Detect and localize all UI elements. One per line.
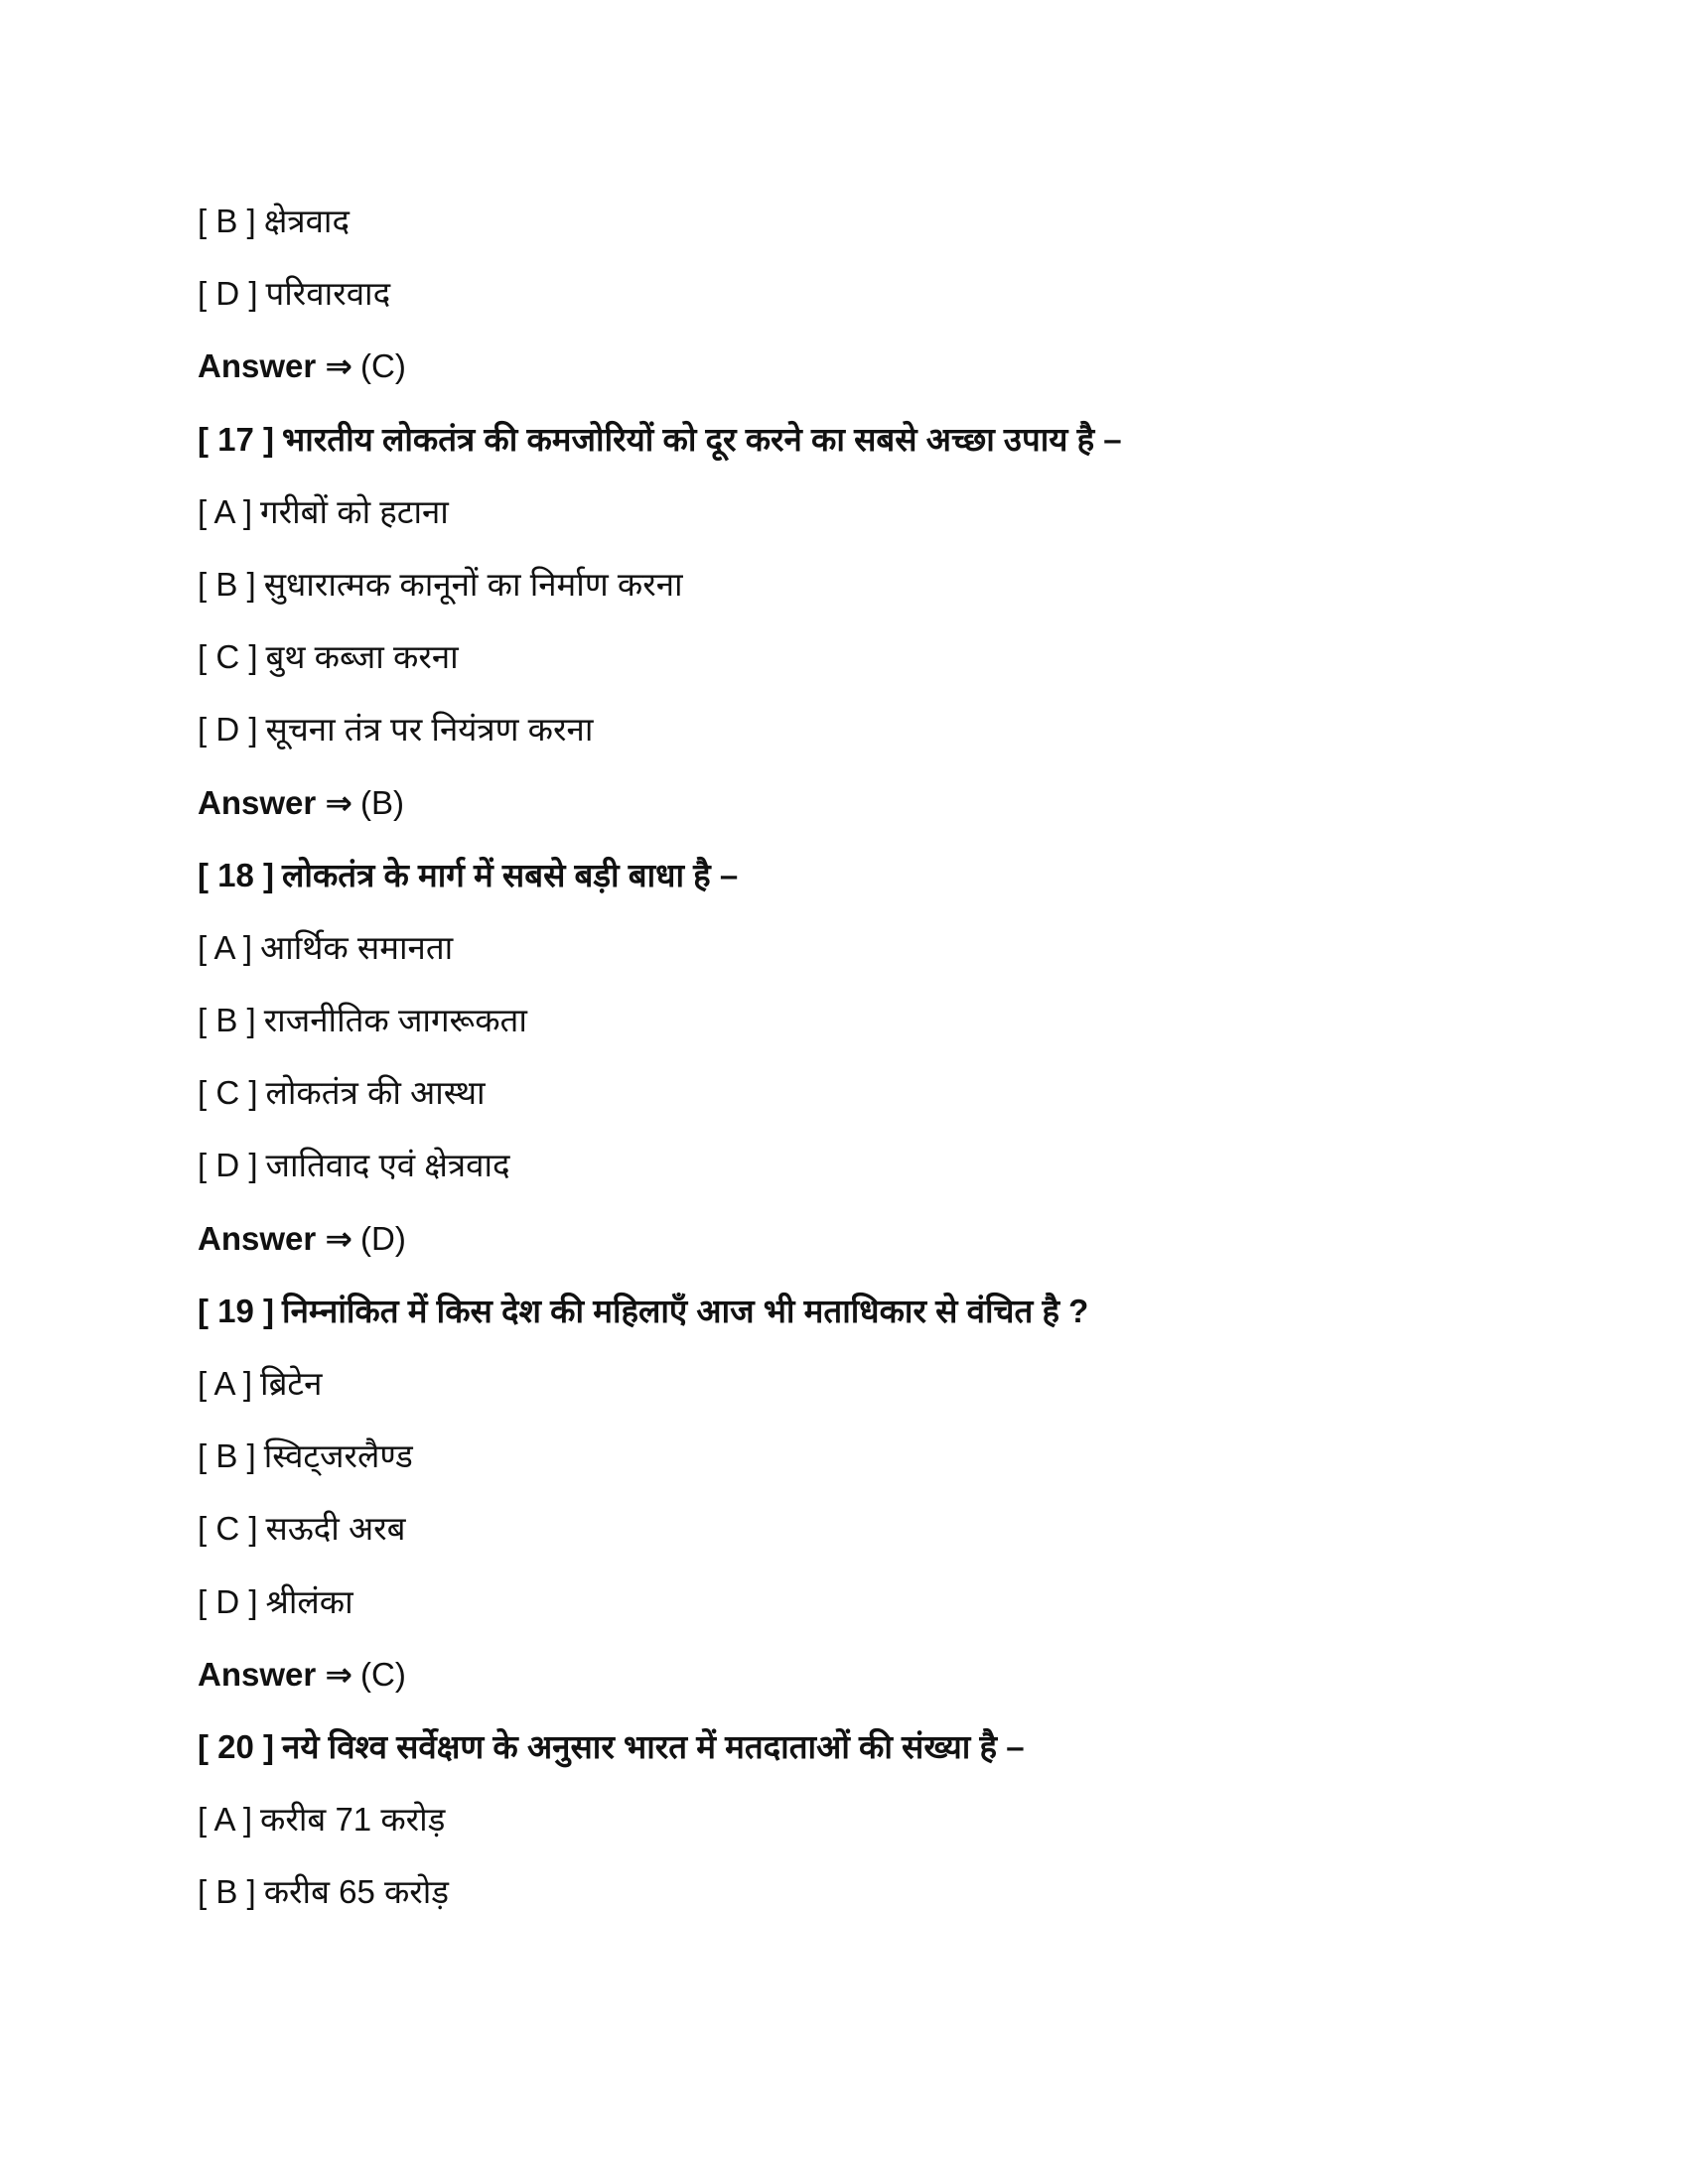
option-text: राजनीतिक जागरूकता [263, 1002, 527, 1039]
option-line [198, 257, 1122, 330]
option-line [198, 984, 1122, 1056]
option-text: सूचना तंत्र पर नियंत्रण करना [265, 711, 594, 749]
option-label: [ D ] [198, 1582, 258, 1620]
option-label: [ D ] [198, 711, 258, 749]
option-line [198, 911, 1122, 984]
question-label: [ 17 ] [198, 420, 275, 458]
question-line [198, 839, 1122, 911]
option-label: [ C ] [198, 638, 258, 676]
option-label: [ B ] [198, 1437, 256, 1475]
question-line [198, 1710, 1122, 1783]
option-label: [ A ] [198, 1365, 253, 1402]
option-label: [ B ] [198, 1873, 256, 1911]
question-label: [ 20 ] [198, 1727, 275, 1765]
option-label: [ A ] [198, 492, 253, 530]
option-text: लोकतंत्र की आस्था [265, 1074, 486, 1112]
option-label: [ C ] [198, 1510, 258, 1548]
option-line [198, 476, 1122, 548]
option-label: [ A ] [198, 928, 253, 966]
answer-label: Answer ⇒ [198, 783, 353, 821]
question-text: भारतीय लोकतंत्र की कमजोरियों को दूर करने का सबसे अच्छा उपाय है – [282, 420, 1122, 458]
quiz-document [198, 185, 1122, 1929]
question-line [198, 403, 1122, 476]
answer-line [198, 330, 1122, 402]
option-label: [ B ] [198, 1002, 256, 1039]
option-line [198, 1347, 1122, 1420]
option-text: बुथ कब्जा करना [265, 638, 459, 676]
option-label: [ D ] [198, 1147, 258, 1184]
option-text: क्षेत्रवाद [263, 203, 350, 239]
option-label: [ B ] [198, 565, 256, 603]
option-text: परिवारवाद [265, 275, 391, 313]
option-label: [ B ] [198, 203, 256, 239]
option-line [198, 1492, 1122, 1565]
option-line [198, 1783, 1122, 1855]
option-text: करीब 71 करोड़ [260, 1801, 446, 1839]
option-line [198, 185, 1122, 257]
option-line [198, 1056, 1122, 1129]
question-text: लोकतंत्र के मार्ग में सबसे बड़ी बाधा है – [282, 856, 739, 893]
option-line [198, 1129, 1122, 1201]
question-text: निम्नांकित में किस देश की महिलाएँ आज भी मताधिकार से वंचित है ? [282, 1292, 1089, 1329]
option-line [198, 620, 1122, 693]
option-label: [ C ] [198, 1074, 258, 1112]
option-line [198, 1420, 1122, 1492]
answer-label: Answer ⇒ [198, 1219, 353, 1257]
option-text: सुधारात्मक कानूनों का निर्माण करना [263, 565, 683, 603]
option-text: आर्थिक समानता [260, 928, 454, 966]
answer-line [198, 1638, 1122, 1710]
question-text: नये विश्व सर्वेक्षण के अनुसार भारत में मतदाताओं की संख्या है – [282, 1727, 1025, 1765]
answer-label: Answer ⇒ [198, 1655, 353, 1693]
question-line [198, 1275, 1122, 1347]
option-text: स्विट्जरलैण्ड [263, 1437, 413, 1475]
option-line [198, 1566, 1122, 1638]
answer-label: Answer ⇒ [198, 347, 353, 385]
option-line [198, 548, 1122, 620]
option-text: करीब 65 करोड़ [263, 1873, 450, 1911]
option-label: [ D ] [198, 275, 258, 313]
answer-text: (B) [360, 783, 405, 821]
option-line [198, 693, 1122, 765]
option-text: गरीबों को हटाना [260, 492, 449, 530]
option-text: श्रीलंका [265, 1582, 353, 1620]
question-label: [ 18 ] [198, 856, 275, 893]
option-text: ब्रिटेन [260, 1365, 323, 1402]
option-label: [ A ] [198, 1801, 253, 1839]
answer-text: (C) [360, 347, 406, 385]
question-label: [ 19 ] [198, 1292, 275, 1329]
answer-line [198, 1202, 1122, 1275]
option-line [198, 1855, 1122, 1928]
option-text: सऊदी अरब [265, 1510, 406, 1548]
option-text: जातिवाद एवं क्षेत्रवाद [265, 1147, 510, 1184]
answer-text: (D) [360, 1219, 406, 1257]
answer-line [198, 766, 1122, 839]
answer-text: (C) [360, 1655, 406, 1693]
